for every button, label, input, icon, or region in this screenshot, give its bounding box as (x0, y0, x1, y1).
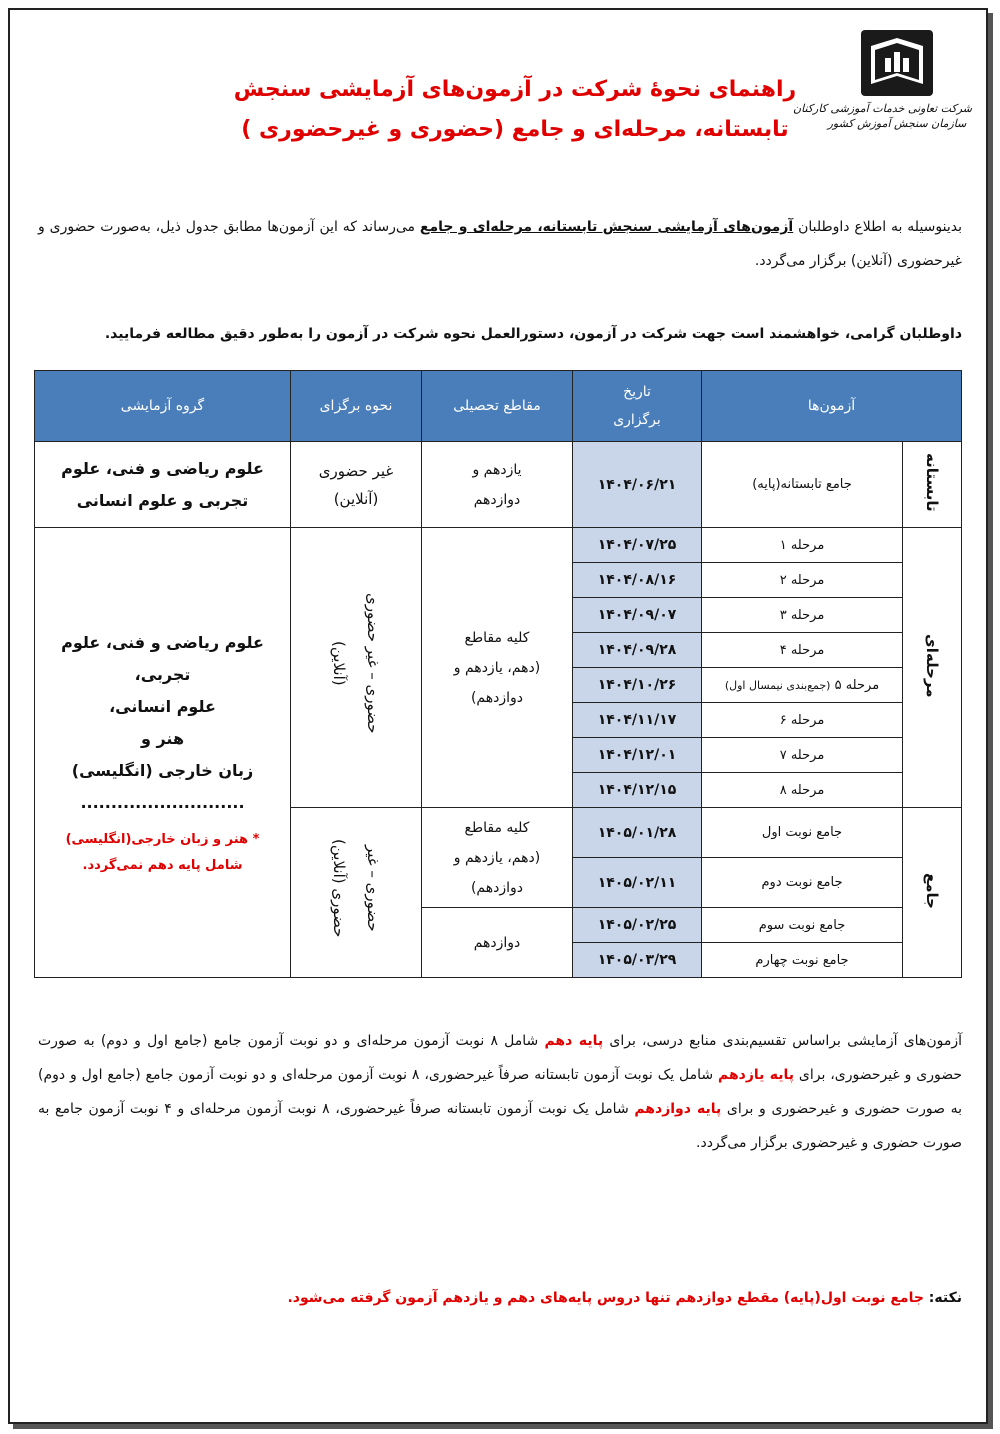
title-line-2: تابستانه، مرحله‌ای و جامع (حضوری و غیرحضوری ) (241, 117, 789, 142)
intro-paragraph (38, 210, 962, 278)
exam-name: مرحله ۸ (702, 773, 903, 808)
logo-org-line: سازمان سنجش آموزش کشور (827, 117, 967, 130)
book-building-icon (859, 28, 935, 98)
intro-text-1: بدینوسیله به اطلاع داوطلبان (793, 219, 962, 235)
header-group: گروه آزمایشی (35, 371, 291, 442)
intro-text-2: می‌رساند که این آزمون‌ها مطابق جدول ذیل، به‌صورت حضوری و غیرحضوری (آنلاین) برگزار می‌گردد. (38, 219, 962, 269)
side-label-summer: تابستانه (903, 442, 962, 528)
exam-name: جامع نوبت اول (702, 808, 903, 858)
note-label: نکته: (923, 1290, 962, 1306)
exam-date: ۱۴۰۴/۰۹/۲۸ (573, 633, 702, 668)
logo (793, 28, 972, 130)
mode-cell-stage: حضوری – غیر حضوری (آنلاین) (291, 528, 422, 808)
header-mode: نحوه برگزای (291, 371, 422, 442)
mode-cell-summer: غیر حضوری (آنلاین) (291, 442, 422, 528)
body-paragraph: آزمون‌های آزمایشی براساس تقسیم‌بندی منابع درسی، برای پایه دهم شامل ۸ نوبت آزمون مرحله‌ای و دو نوبت آزمون جامع (جامع اول و دوم) به صورت حضوری و غیرحضوری، برای پایه یازدهم شامل یک نوبت آزمون تابستانه صرفاً غیرحضوری، ۸ نوبت آزمون مرحله‌ای و دو نوبت آزمون جامع (جامع اول و دوم) به صورت حضوری و غیرحضوری و برای پایه دوازدهم شامل یک نوبت آزمون تابستانه صرفاً غیرحضوری، ۸ نوبت آزمون مرحله‌ای و ۴ نوبت آزمون جامع به صورت حضوری و غیرحضوری برگزار می‌گردد. (38, 1033, 963, 1151)
note-line (38, 1290, 962, 1306)
exam-name: مرحله ۲ (702, 563, 903, 598)
group-cell-summer: علوم ریاضی و فنی، علوم تجربی و علوم انسانی (35, 442, 291, 528)
grade-cell-comprehensive-a: کلیه مقاطع (دهم، یازدهم و دوازدهم) (422, 808, 573, 908)
exam-date: ۱۴۰۴/۱۲/۰۱ (573, 738, 702, 773)
header-exams: آزمون‌ها (702, 371, 962, 442)
exam-date: ۱۴۰۴/۰۷/۲۵ (573, 528, 702, 563)
grade-cell-summer: یازدهم و دوازدهم (422, 442, 573, 528)
grade-cell-comprehensive-b: دوازدهم (422, 908, 573, 978)
exam-date: ۱۴۰۵/۰۳/۲۹ (573, 943, 702, 978)
grade-12-highlight: پایه دوازدهم (634, 1101, 722, 1117)
exam-name: مرحله ۴ (702, 633, 903, 668)
exam-date: ۱۴۰۵/۰۱/۲۸ (573, 808, 702, 858)
table-header-row (35, 371, 962, 442)
exam-date: ۱۴۰۴/۱۲/۱۵ (573, 773, 702, 808)
exam-name: جامع نوبت چهارم (702, 943, 903, 978)
side-label-comprehensive: جامع (903, 808, 962, 978)
exam-name: جامع نوبت دوم (702, 858, 903, 908)
grade-10-highlight: پایه دهم (544, 1033, 604, 1049)
group-note: * هنر و زبان خارجی(انگلیسی) شامل پایه دهم نمی‌گردد. (65, 831, 260, 873)
exam-name: مرحله ۵ (جمع‌بندی نیمسال اول) (702, 668, 903, 703)
exam-date: ۱۴۰۴/۱۰/۲۶ (573, 668, 702, 703)
note-text: جامع نوبت اول(پایه) مقطع دوازدهم تنها دروس پایه‌های دهم و یازدهم آزمون گرفته می‌شود. (287, 1290, 924, 1306)
table-row-summer (35, 442, 962, 528)
logo-company-line: شرکت تعاونی خدمات آموزشی کارکنان (793, 102, 972, 115)
exam-name: جامع تابستانه(پایه) (702, 442, 903, 528)
exam-date: ۱۴۰۵/۰۲/۲۵ (573, 908, 702, 943)
exam-name: مرحله ۳ (702, 598, 903, 633)
exam-name: مرحله ۱ (702, 528, 903, 563)
intro-exams-bold: آزمون‌های آزمایشی سنجش تابستانه، مرحله‌ای و جامع (419, 219, 794, 235)
exam-name: جامع نوبت سوم (702, 908, 903, 943)
side-label-stage: مرحله‌ای (903, 528, 962, 808)
grade-11-highlight: پایه یازدهم (717, 1067, 794, 1083)
title-line-1: راهنمای نحوۀ شرکت در آزمون‌های آزمایشی سنجش (233, 77, 797, 102)
exam-date: ۱۴۰۴/۰۸/۱۶ (573, 563, 702, 598)
table-row (35, 528, 962, 563)
exam-date: ۱۴۰۴/۰۶/۲۱ (573, 442, 702, 528)
group-cell-main: علوم ریاضی و فنی، علوم تجربی، علوم انسانی، هنر و زبان خارجی (انگلیسی) ........................... * هنر و زبان خارجی(انگلیسی) شامل پایه دهم نمی‌گردد. (35, 528, 291, 978)
notice-line: داوطلبان گرامی، خواهشمند است جهت شرکت در آزمون، دستورالعمل نحوه شرکت در آزمون را به‌طور دقیق مطالعه فرمایید. (104, 326, 962, 342)
header-grades: مقاطع تحصیلی (422, 371, 573, 442)
exam-schedule-table (34, 370, 962, 978)
exam-date: ۱۴۰۵/۰۲/۱۱ (573, 858, 702, 908)
group-dots: ........................... (80, 792, 245, 812)
mode-cell-comprehensive: حضوری – غیر حضوری (آنلاین) (291, 808, 422, 978)
exam-name: مرحله ۷ (702, 738, 903, 773)
exam-date: ۱۴۰۴/۱۱/۱۷ (573, 703, 702, 738)
grade-cell-stage: کلیه مقاطع (دهم، یازدهم و دوازدهم) (422, 528, 573, 808)
exam-name: مرحله ۶ (702, 703, 903, 738)
page-title (230, 70, 800, 150)
exam-date: ۱۴۰۴/۰۹/۰۷ (573, 598, 702, 633)
header-date: تاریخ برگزاری (573, 371, 702, 442)
